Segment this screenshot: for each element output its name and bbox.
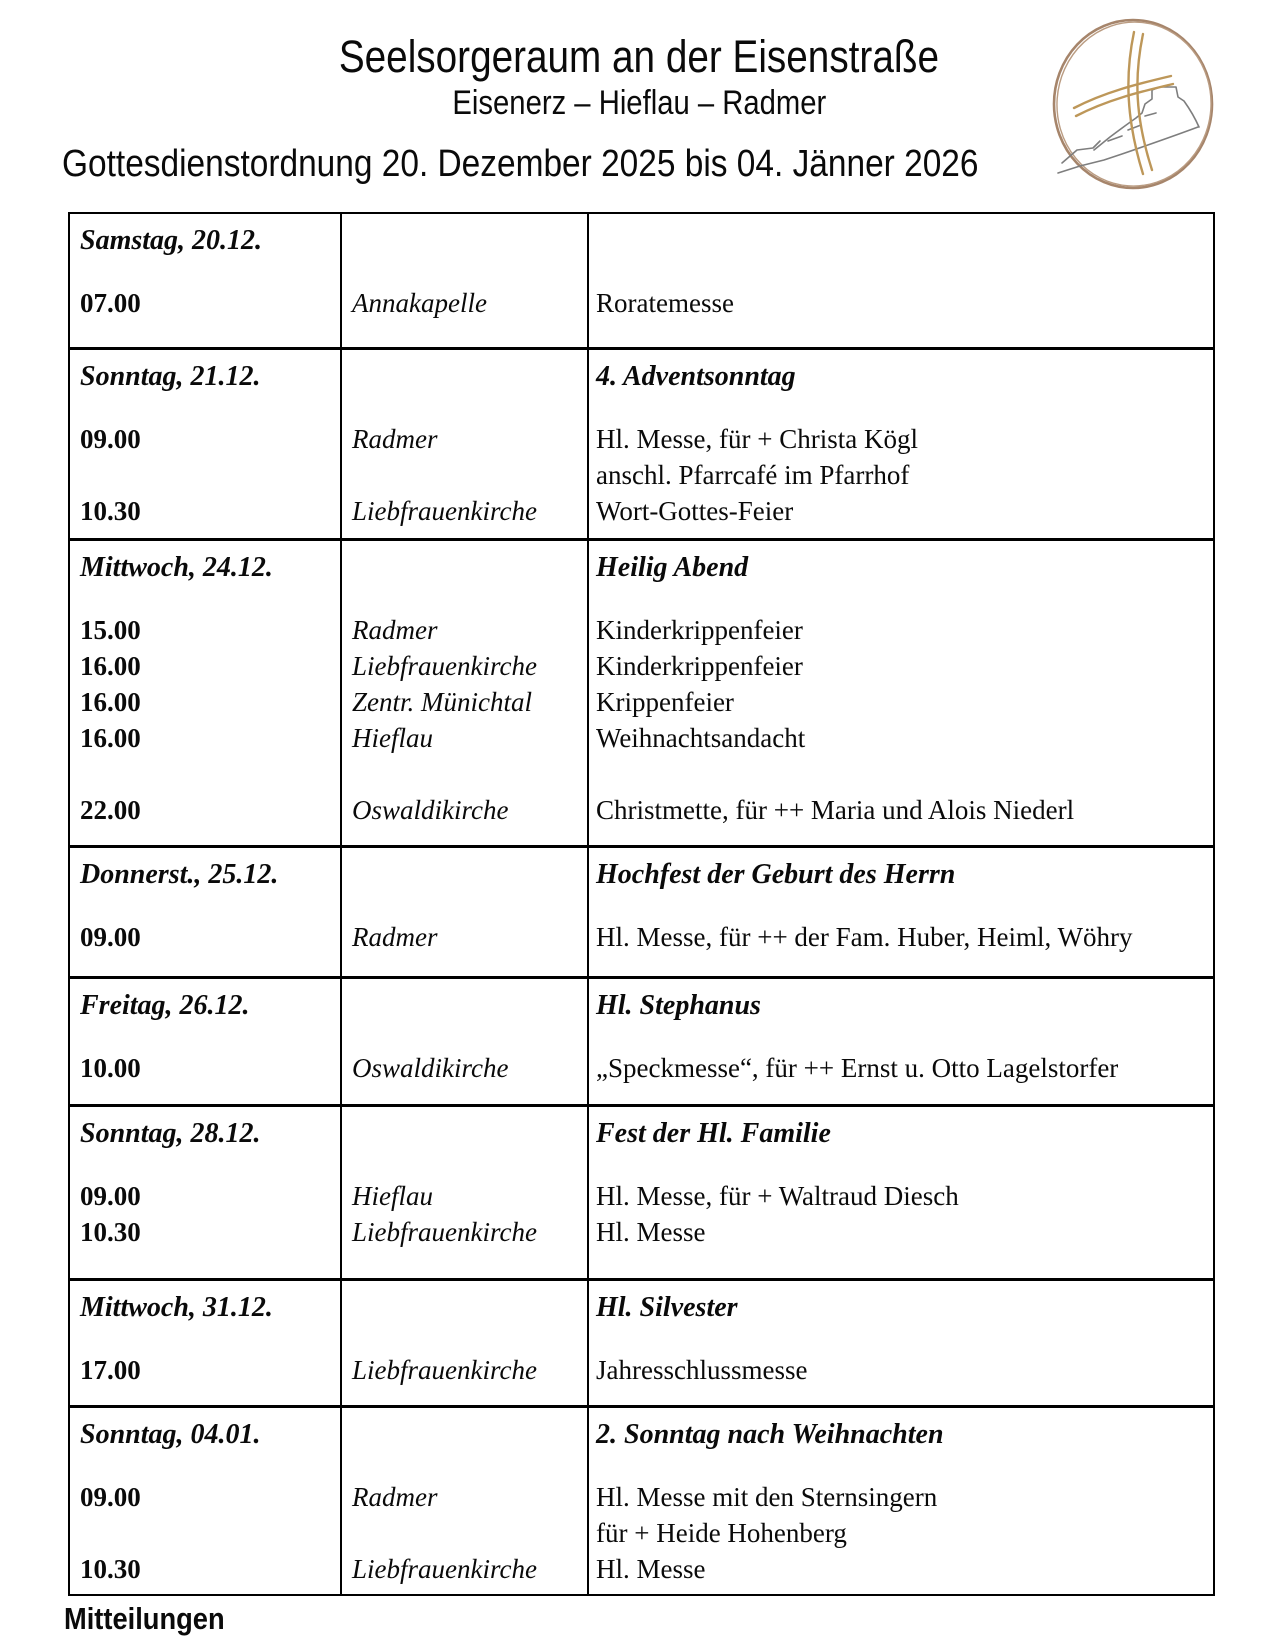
service-description: anschl. Pfarrcafé im Pfarrhof: [596, 460, 910, 491]
time-label: 10.30: [80, 496, 141, 527]
time-label: 09.00: [80, 1181, 141, 1212]
time-label: [70, 1515, 342, 1551]
place-label: Hieflau: [352, 1181, 433, 1212]
time-label: 07.00: [80, 288, 141, 319]
service-description: für + Heide Hohenberg: [596, 1518, 847, 1549]
place-label: Annakapelle: [352, 288, 487, 319]
time-label: 16.00: [80, 723, 141, 754]
page-subtitle: Eisenerz – Hieflau – Radmer: [452, 84, 826, 123]
service-description: Hl. Messe: [596, 1217, 706, 1248]
day-label: Mittwoch, 24.12.: [80, 552, 273, 584]
service-description: Jahresschlussmesse: [596, 1355, 808, 1386]
place-label: Liebfrauenkirche: [352, 1355, 537, 1386]
table-row: [70, 976, 1213, 1104]
place-label: [342, 457, 587, 493]
place-label: Radmer: [352, 615, 438, 646]
time-label: 22.00: [80, 795, 141, 826]
mitteilungen-heading: Mitteilungen: [64, 1601, 225, 1637]
time-label: 16.00: [80, 687, 141, 718]
time-label: 15.00: [80, 615, 141, 646]
table-row: [70, 1278, 1213, 1405]
service-description: Kinderkrippenfeier: [596, 615, 803, 646]
feast-title: 4. Adventsonntag: [596, 361, 796, 393]
service-description: Krippenfeier: [596, 687, 734, 718]
page-title: Seelsorgeraum an der Eisenstraße: [338, 31, 940, 82]
place-label: [342, 1515, 587, 1551]
feast-title: Fest der Hl. Familie: [596, 1118, 831, 1150]
time-label: 16.00: [80, 651, 141, 682]
place-label: Liebfrauenkirche: [352, 1217, 537, 1248]
place-label: Liebfrauenkirche: [352, 651, 537, 682]
document-header: [0, 0, 1278, 186]
time-label: [70, 457, 342, 493]
table-row: [70, 1104, 1213, 1278]
place-label: Liebfrauenkirche: [352, 496, 537, 527]
circle-border-icon: [1051, 17, 1216, 191]
parish-logo: [1048, 16, 1218, 192]
table-row: [70, 845, 1213, 976]
table-row: [70, 347, 1213, 538]
service-description: Hl. Messe mit den Sternsingern: [596, 1482, 938, 1513]
time-label: 17.00: [80, 1355, 141, 1386]
time-label: 10.30: [80, 1217, 141, 1248]
service-description: Hl. Messe, für ++ der Fam. Huber, Heiml, Wöhry: [596, 922, 1133, 953]
time-label: 10.00: [80, 1053, 141, 1084]
place-label: Oswaldikirche: [352, 795, 509, 826]
day-label: Donnerst., 25.12.: [80, 859, 279, 891]
service-description: Hl. Messe, für + Waltraud Diesch: [596, 1181, 959, 1212]
feast-title: Hochfest der Geburt des Herrn: [596, 859, 956, 891]
schedule-table: [68, 212, 1215, 1596]
day-label: Sonntag, 04.01.: [80, 1419, 261, 1451]
place-label: Hieflau: [352, 723, 433, 754]
feast-title: Heilig Abend: [596, 552, 749, 584]
service-description: Roratemesse: [596, 288, 734, 319]
place-label: Oswaldikirche: [352, 1053, 509, 1084]
place-label: Radmer: [352, 1482, 438, 1513]
table-row: [70, 214, 1213, 347]
day-label: Mittwoch, 31.12.: [80, 1292, 273, 1324]
day-label: Sonntag, 21.12.: [80, 361, 261, 393]
table-row: [70, 538, 1213, 845]
feast-title: Hl. Silvester: [596, 1292, 738, 1324]
feast-title: [587, 223, 1213, 259]
service-description: Wort-Gottes-Feier: [596, 496, 794, 527]
place-label: Radmer: [352, 922, 438, 953]
time-label: 10.30: [80, 1554, 141, 1585]
time-label: 09.00: [80, 1482, 141, 1513]
service-description: „Speckmesse“, für ++ Ernst u. Otto Lagelstorfer: [596, 1053, 1119, 1084]
schedule-period-line: Gottesdienstordnung 20. Dezember 2025 bis 04. Jänner 2026: [62, 143, 979, 186]
time-label: 09.00: [80, 922, 141, 953]
place-label: Liebfrauenkirche: [352, 1554, 537, 1585]
table-row: [70, 1405, 1213, 1594]
day-label: Freitag, 26.12.: [80, 990, 250, 1022]
service-description: Hl. Messe, für + Christa Kögl: [596, 424, 918, 455]
feast-title: Hl. Stephanus: [596, 990, 761, 1022]
time-label: 09.00: [80, 424, 141, 455]
place-label: Radmer: [352, 424, 438, 455]
service-description: Kinderkrippenfeier: [596, 651, 803, 682]
place-label: Zentr. Münichtal: [352, 687, 532, 718]
day-label: Sonntag, 28.12.: [80, 1118, 261, 1150]
day-label: Samstag, 20.12.: [80, 225, 263, 257]
feast-title: 2. Sonntag nach Weihnachten: [596, 1419, 944, 1451]
service-description: Weihnachtsandacht: [596, 723, 806, 754]
service-description: Hl. Messe: [596, 1554, 706, 1585]
service-description: Christmette, für ++ Maria und Alois Niederl: [596, 795, 1075, 826]
